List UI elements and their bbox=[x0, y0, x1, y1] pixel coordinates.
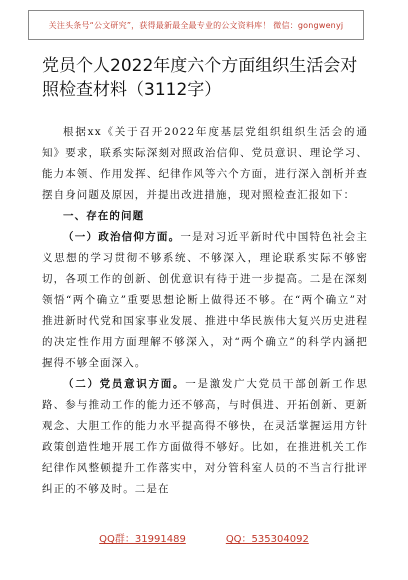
header-banner bbox=[28, 10, 364, 40]
item-text-1: 一是对习近平新时代中国特色社会主义思想的学习贯彻不够系统、不够深入，理论联系实际不够密切，各项工作的创新、创优意识有待于进一步提高。二是在深刻领悟“两个确立”重要思想论断上做得还不够。在“两个确立”对推进新时代党和国家事业发展、推进中华民族伟大复兴历史进程的决定性作用方面理解不够深入，对“两个确立”的科学内涵把握得不够全面深入。 bbox=[42, 231, 368, 369]
item-heading-1: （一）政治信仰方面。 bbox=[63, 231, 181, 243]
document-body bbox=[42, 122, 368, 500]
document-title: 党员个人2022年度六个方面组织生活会对照检查材料（3112字） bbox=[42, 56, 358, 100]
item-paragraph-2 bbox=[42, 374, 368, 500]
item-paragraph-1 bbox=[42, 227, 368, 374]
footer-qq-group[interactable]: QQ群：31991489 bbox=[99, 534, 186, 545]
section-heading: 一、存在的问题 bbox=[63, 210, 145, 222]
banner-text: 关注头条号“公文研究”，获得最新最全最专业的公文资料库！ 微信：gongwenyj bbox=[48, 20, 344, 30]
item-heading-2: （二）党员意识方面。 bbox=[63, 378, 186, 390]
footer-qq[interactable]: QQ：535304092 bbox=[225, 534, 309, 545]
footer bbox=[0, 530, 408, 545]
intro-paragraph: 根据xx《关于召开2022年度基层党组织组织生活会的通知》要求，联系实际深刻对照政治信仰、党员意识、理论学习、能力本领、作用发挥、纪律作风等六个方面，进行深入剖析并查摆自身问题及原因，并提出改进措施，现对照检查汇报如下： bbox=[42, 126, 368, 201]
item-text-2: 一是激发广大党员干部创新工作思路、参与推动工作的能力还不够高，与时俱进、开拓创新、更新观念、大胆工作的能力水平提高得不够快，在灵活掌握运用方针政策创造性地开展工作方面做得不够好。比如，在推进机关工作纪律作风整顿提升工作落实中，对分管科室人员的不当言行批评纠正的不够及时。二是在 bbox=[42, 378, 368, 495]
